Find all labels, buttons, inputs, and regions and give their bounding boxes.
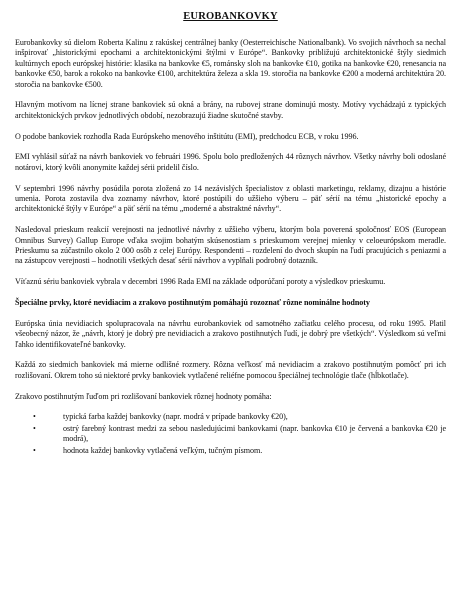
paragraph-helps-intro: Zrakovo postihnutým ľuďom pri rozlišovaní bankoviek rôznej hodnoty pomáha: <box>15 391 272 401</box>
bullet-icon: • <box>33 423 36 433</box>
paragraph-sizes: Každá zo siedmich bankoviek má mierne odlišné rozmery. Rôzna veľkosť má nevidiacim a zrakovo postihnutým pomôcť pri ich rozlišovaní. Okrem toho sú niektoré prvky bankoviek vytlačené reliéfne pomocou špeciálnej technológie tlače (hĺbkotlače). <box>15 360 446 380</box>
bullet-icon: • <box>33 445 36 455</box>
paragraph-intro: Eurobankovky sú dielom Roberta Kalinu z rakúskej centrálnej banky (Oesterreichische Nationalbank). Vo svojich návrhoch sa nechal inšpirovať „historickými epochami a architektonickými štýlmi v Európe“. Bankovky približujú architektonické štýly siedmich kultúrnych epoch európskej histórie: klasika na bankovke €5, románsky sloh na bankovke €10, gotika na bankovke €20, renesancia na bankovke €50, barok a rokoko na bankovke €100, architektúra železa a skla 19. storočia na bankovke €200 a moderná architektúra 20. storočia na bankovke €500. <box>15 38 446 89</box>
paragraph-motifs: Hlavným motívom na lícnej strane bankoviek sú okná a brány, na rubovej strane dominujú mosty. Motívy vychádzajú z typických architektonických prvkov jednotlivých období, nezobrazujú žiadne skutočné stavby. <box>15 100 446 120</box>
paragraph-winner: Víťaznú sériu bankoviek vybrala v decembri 1996 Rada EMI na základe odporúčaní poroty a výsledkov prieskumu. <box>15 277 386 287</box>
document-title: EUROBANKOVKY <box>183 11 278 22</box>
list-item <box>33 412 446 422</box>
list-item-text: typická farba každej bankovky (napr. modrá v prípade bankovky €20), <box>63 412 288 422</box>
bullet-icon: • <box>33 412 36 422</box>
paragraph-survey: Nasledoval prieskum reakcií verejnosti na jednotlivé návrhy z užšieho výberu, ktorým bola poverená spoločnosť EOS (European Omnibus Survey) Gallup Europe vďaka svojim bohatým skúsenostiam s prieskumom verejnej mienky v celoeurópskom meradle. Prieskumu sa zúčastnilo okolo 2 000 osôb z celej Európy. Respondenti – rozdelení do dvoch skupín na ľudí pracujúcich s peniazmi a na zástupcov verejnosti – hodnotili všetkých desať sérií návrhov a vyplňali podrobný dotazník. <box>15 225 446 266</box>
section-heading: Špeciálne prvky, ktoré nevidiacim a zrakovo postihnutým pomáhajú rozoznať rôzne nominálne hodnoty <box>15 298 370 308</box>
list-item <box>33 423 446 445</box>
list-item-text: ostrý farebný kontrast medzi za sebou nasledujúcimi bankovkami (napr. bankovka €10 je červená a bankovka €20 je modrá), <box>63 423 446 444</box>
paragraph-jury: V septembri 1996 návrhy posúdila porota zložená zo 14 nezávislých špecialistov z oblasti marketingu, reklamy, dizajnu a histórie umenia. Porota zostavila dva zoznamy návrhov, ktoré postúpili do užšieho výberu – päť sérií na tému „historické epochy a architektonické štýly v Európe“ a päť sérií na tému „moderné a abstraktné návrhy“. <box>15 183 446 214</box>
paragraph-decision: O podobe bankoviek rozhodla Rada Európskeho menového inštitútu (EMI), predchodcu ECB, v roku 1996. <box>15 131 359 141</box>
paragraph-blind-union: Európska únia nevidiacich spolupracovala na návrhu eurobankoviek od samotného začiatku celého procesu, od roku 1995. Platil všeobecný názor, že „návrh, ktorý je dobrý pre nevidiacich a zrakovo postihnutých ľudí, je dobrý pre všetkých“. Výsledkom sú veľmi ľahko identifikovateľné bankovky. <box>15 318 446 349</box>
paragraph-competition: EMI vyhlásil súťaž na návrh bankoviek vo februári 1996. Spolu bolo predložených 44 rôznych návrhov. Všetky návrhy boli odoslané notárovi, ktorý kvôli anonymite každej sérii pridelil číslo. <box>15 152 446 172</box>
list-item <box>33 445 446 456</box>
list-item-text: hodnota každej bankovky vytlačená veľkým, tučným písmom. <box>63 445 263 455</box>
feature-list <box>15 412 446 456</box>
